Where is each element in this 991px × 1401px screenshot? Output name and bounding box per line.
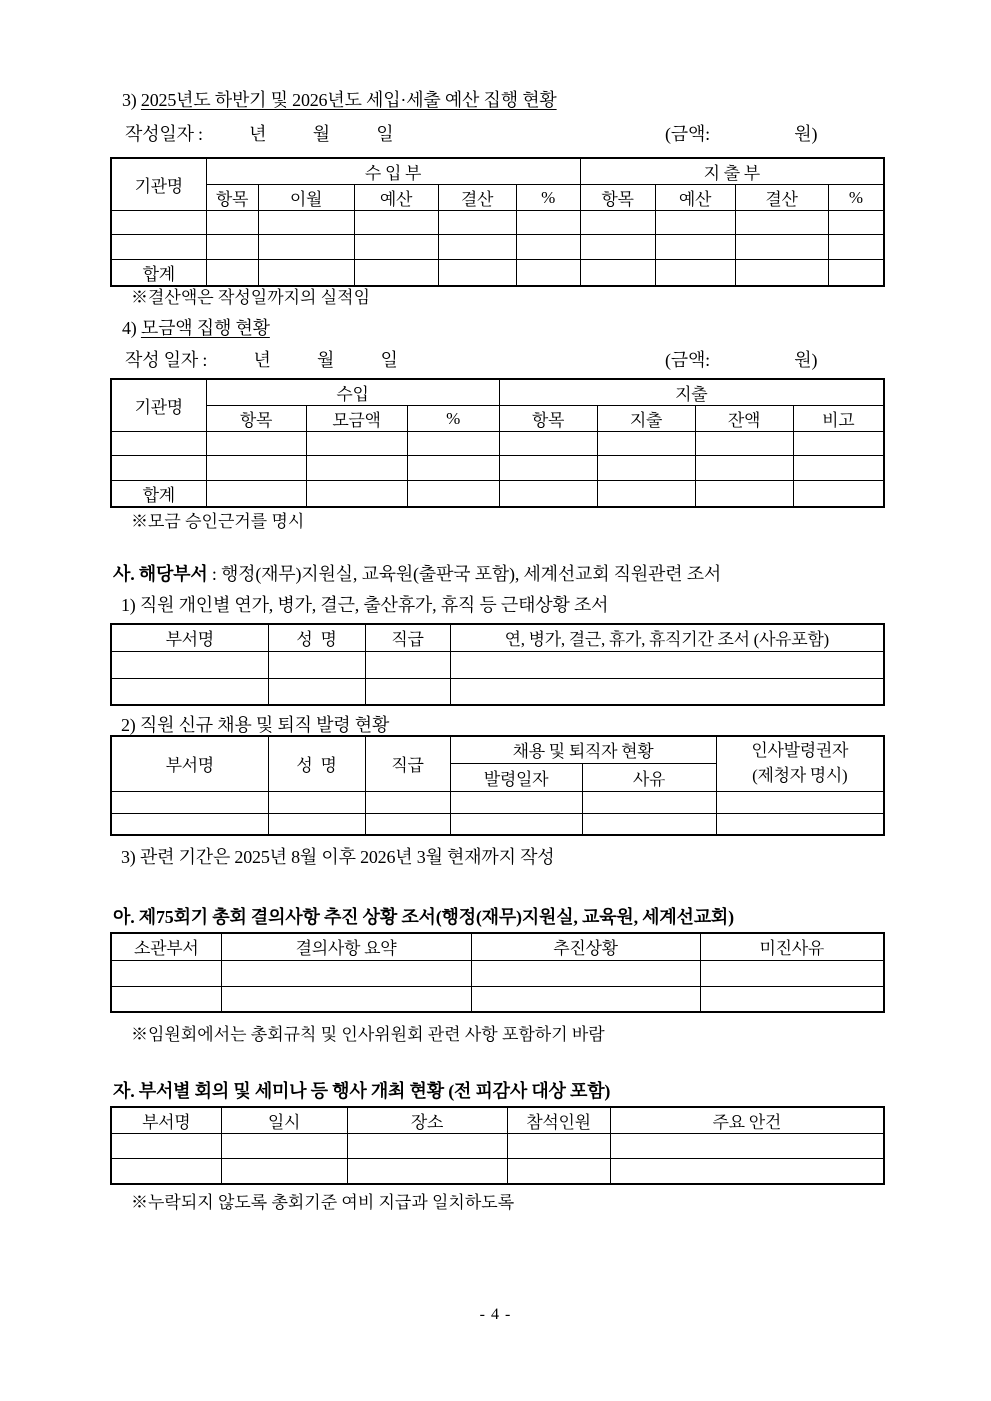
- col-header: 부서명: [111, 624, 268, 651]
- budget-table: [110, 157, 885, 287]
- col-header: 성 명: [268, 624, 365, 651]
- col-header: 발령일자: [450, 763, 582, 791]
- col-header: %: [516, 185, 580, 211]
- empty-cell: [111, 960, 221, 986]
- empty-cell: [206, 235, 258, 260]
- table-row: [111, 791, 884, 813]
- table-row: [111, 456, 884, 481]
- empty-cell: [347, 1159, 507, 1184]
- heading-title-rest: : 행정(재무)지원실, 교육원(출판국 포함), 세계선교회 직원관련 조서: [207, 564, 722, 584]
- col-header-org: 기관명: [111, 379, 206, 432]
- empty-cell: [450, 678, 884, 705]
- leave-item-heading: 1) 직원 개인별 연가, 병가, 결근, 출산휴가, 휴직 등 근태상황 조서: [121, 595, 609, 615]
- authority-line1: 인사발령권자: [751, 741, 849, 761]
- col-header: 주요 안건: [610, 1107, 884, 1134]
- empty-cell: [793, 432, 884, 456]
- col-header: %: [407, 406, 499, 432]
- empty-cell: [407, 481, 499, 508]
- table-row: [111, 960, 884, 986]
- empty-cell: [354, 235, 438, 260]
- empty-cell: [354, 211, 438, 235]
- empty-cell: [580, 235, 655, 260]
- empty-cell: [582, 813, 716, 835]
- empty-cell: [206, 481, 306, 508]
- empty-cell: [365, 791, 450, 813]
- hire-item-heading: 2) 직원 신규 채용 및 퇴직 발령 현황: [121, 715, 390, 735]
- date-year-label: 년: [249, 124, 267, 144]
- empty-cell: [580, 211, 655, 235]
- empty-cell: [828, 260, 884, 287]
- col-group-income: 수입: [206, 379, 499, 406]
- empty-cell: [206, 432, 306, 456]
- col-group-expense: 지 출 부: [580, 158, 884, 185]
- empty-cell: [828, 235, 884, 260]
- col-header: 지출: [597, 406, 695, 432]
- table-row: [111, 1159, 884, 1184]
- col-header: 소관부서: [111, 933, 221, 960]
- fund-section-heading: [122, 314, 270, 340]
- col-header: 항목: [206, 406, 306, 432]
- fund-date-line: [125, 346, 398, 372]
- table-row: [111, 211, 884, 235]
- total-row: [111, 481, 884, 508]
- empty-cell: [610, 1159, 884, 1184]
- empty-cell: [450, 813, 582, 835]
- empty-cell: [111, 813, 268, 835]
- empty-cell: [700, 960, 884, 986]
- col-header: 추진상황: [471, 933, 700, 960]
- empty-cell: [499, 456, 597, 481]
- empty-cell: [111, 791, 268, 813]
- empty-cell: [499, 432, 597, 456]
- empty-cell: [507, 1134, 610, 1159]
- empty-cell: [221, 960, 471, 986]
- empty-cell: [268, 791, 365, 813]
- col-group-hire-retire: 채용 및 퇴직자 현황: [450, 736, 716, 763]
- authority-line2: (제청자 명시): [752, 765, 848, 785]
- empty-cell: [450, 791, 582, 813]
- empty-cell: [580, 260, 655, 287]
- col-header-org: 기관명: [111, 158, 206, 211]
- total-label: 합계: [111, 260, 206, 287]
- empty-cell: [471, 960, 700, 986]
- budget-section-heading: [122, 86, 557, 112]
- col-header-authority: [716, 736, 884, 791]
- fund-amount-line: [665, 346, 817, 372]
- table-row: [111, 1134, 884, 1159]
- meeting-section-heading: 자. 부서별 회의 및 세미나 등 행사 개최 현황 (전 피감사 대상 포함): [113, 1081, 611, 1101]
- col-header-name: 성 명: [268, 736, 365, 791]
- col-header: %: [828, 185, 884, 211]
- amount-open-label: (금액:: [665, 124, 710, 144]
- empty-cell: [221, 1159, 347, 1184]
- table-row: [111, 235, 884, 260]
- empty-cell: [268, 651, 365, 678]
- empty-cell: [735, 211, 828, 235]
- col-header: 항목: [580, 185, 655, 211]
- heading-number: 3): [122, 90, 137, 110]
- empty-cell: [716, 791, 884, 813]
- empty-cell: [450, 651, 884, 678]
- empty-cell: [306, 432, 407, 456]
- meeting-table: [110, 1106, 885, 1185]
- table-row: [111, 651, 884, 678]
- meeting-table-note: ※누락되지 않도록 총회기준 여비 지급과 일치하도록: [131, 1193, 515, 1212]
- empty-cell: [111, 1134, 221, 1159]
- empty-cell: [111, 235, 206, 260]
- heading-number: 4): [122, 318, 137, 338]
- col-header: 모금액: [306, 406, 407, 432]
- empty-cell: [221, 1134, 347, 1159]
- empty-cell: [268, 678, 365, 705]
- col-header: 장소: [347, 1107, 507, 1134]
- date-label: 작성 일자 :: [125, 350, 208, 370]
- budget-amount-line: [665, 120, 817, 146]
- empty-cell: [516, 235, 580, 260]
- empty-cell: [221, 986, 471, 1012]
- empty-cell: [597, 432, 695, 456]
- empty-cell: [258, 235, 354, 260]
- table-row: [111, 678, 884, 705]
- amount-open-label: (금액:: [665, 350, 710, 370]
- empty-cell: [700, 986, 884, 1012]
- col-header: 결산: [438, 185, 516, 211]
- empty-cell: [347, 1134, 507, 1159]
- col-header-rank: 직급: [365, 736, 450, 791]
- empty-cell: [695, 456, 793, 481]
- heading-title: 모금액 집행 현황: [140, 318, 270, 338]
- fundraising-table: [110, 378, 885, 508]
- col-header: 부서명: [111, 1107, 221, 1134]
- col-header: 항목: [206, 185, 258, 211]
- empty-cell: [206, 211, 258, 235]
- col-header: 일시: [221, 1107, 347, 1134]
- col-header: 잔액: [695, 406, 793, 432]
- dept-section-heading: [113, 560, 721, 586]
- table-row: [111, 986, 884, 1012]
- date-month-label: 월: [312, 124, 330, 144]
- empty-cell: [516, 260, 580, 287]
- empty-cell: [438, 211, 516, 235]
- empty-cell: [695, 481, 793, 508]
- heading-title-bold: 사. 해당부서: [113, 564, 208, 584]
- empty-cell: [516, 211, 580, 235]
- empty-cell: [111, 211, 206, 235]
- empty-cell: [111, 1159, 221, 1184]
- empty-cell: [111, 678, 268, 705]
- hire-retire-table: [110, 735, 885, 836]
- leave-table: [110, 623, 885, 706]
- resolution-section-heading: 아. 제75회기 총회 결의사항 추진 상황 조서(행정(재무)지원실, 교육원, 세계선교회): [113, 907, 734, 927]
- empty-cell: [507, 1159, 610, 1184]
- empty-cell: [438, 260, 516, 287]
- empty-cell: [407, 432, 499, 456]
- empty-cell: [655, 235, 735, 260]
- fund-table-note: ※모금 승인근거를 명시: [131, 512, 305, 531]
- col-group-expense: 지출: [499, 379, 884, 406]
- col-header: 결의사항 요약: [221, 933, 471, 960]
- empty-cell: [111, 432, 206, 456]
- empty-cell: [206, 456, 306, 481]
- date-day-label: 일: [380, 350, 398, 370]
- empty-cell: [597, 481, 695, 508]
- empty-cell: [597, 456, 695, 481]
- empty-cell: [258, 211, 354, 235]
- empty-cell: [735, 260, 828, 287]
- col-header: 결산: [735, 185, 828, 211]
- empty-cell: [471, 986, 700, 1012]
- empty-cell: [695, 432, 793, 456]
- date-label: 작성일자 :: [125, 124, 203, 144]
- col-header: 미진사유: [700, 933, 884, 960]
- amount-close-label: 원): [794, 350, 818, 370]
- col-header: 직급: [365, 624, 450, 651]
- budget-table-note: ※결산액은 작성일까지의 실적임: [131, 288, 370, 307]
- empty-cell: [655, 260, 735, 287]
- empty-cell: [735, 235, 828, 260]
- empty-cell: [306, 481, 407, 508]
- empty-cell: [655, 211, 735, 235]
- empty-cell: [499, 481, 597, 508]
- empty-cell: [306, 456, 407, 481]
- date-month-label: 월: [316, 350, 335, 370]
- amount-close-label: 원): [794, 124, 818, 144]
- resolution-table-note: ※임원회에서는 총회규칙 및 인사위원회 관련 사항 포함하기 바람: [131, 1025, 605, 1044]
- resolution-table: [110, 932, 885, 1013]
- total-label: 합계: [111, 481, 206, 508]
- empty-cell: [716, 813, 884, 835]
- period-item-heading: 3) 관련 기간은 2025년 8월 이후 2026년 3월 현재까지 작성: [121, 847, 555, 867]
- empty-cell: [793, 456, 884, 481]
- budget-date-line: [125, 120, 393, 146]
- page-number: - 4 -: [479, 1306, 512, 1323]
- empty-cell: [610, 1134, 884, 1159]
- col-group-income: 수 입 부: [206, 158, 580, 185]
- col-header: 연, 병가, 결근, 휴가, 휴직기간 조서 (사유포함): [450, 624, 884, 651]
- empty-cell: [828, 211, 884, 235]
- col-header: 항목: [499, 406, 597, 432]
- empty-cell: [111, 651, 268, 678]
- col-header: 이월: [258, 185, 354, 211]
- col-header: 사유: [582, 763, 716, 791]
- col-header: 비고: [793, 406, 884, 432]
- empty-cell: [365, 813, 450, 835]
- empty-cell: [268, 813, 365, 835]
- col-header: 예산: [655, 185, 735, 211]
- empty-cell: [111, 986, 221, 1012]
- empty-cell: [365, 678, 450, 705]
- table-row: [111, 432, 884, 456]
- col-header: 참석인원: [507, 1107, 610, 1134]
- empty-cell: [793, 481, 884, 508]
- col-header-dept: 부서명: [111, 736, 268, 791]
- empty-cell: [407, 456, 499, 481]
- table-row: [111, 813, 884, 835]
- date-day-label: 일: [376, 124, 394, 144]
- empty-cell: [438, 235, 516, 260]
- empty-cell: [111, 456, 206, 481]
- heading-title: 2025년도 하반기 및 2026년도 세입·세출 예산 집행 현황: [140, 90, 557, 110]
- date-year-label: 년: [253, 350, 271, 370]
- col-header: 예산: [354, 185, 438, 211]
- empty-cell: [582, 791, 716, 813]
- empty-cell: [365, 651, 450, 678]
